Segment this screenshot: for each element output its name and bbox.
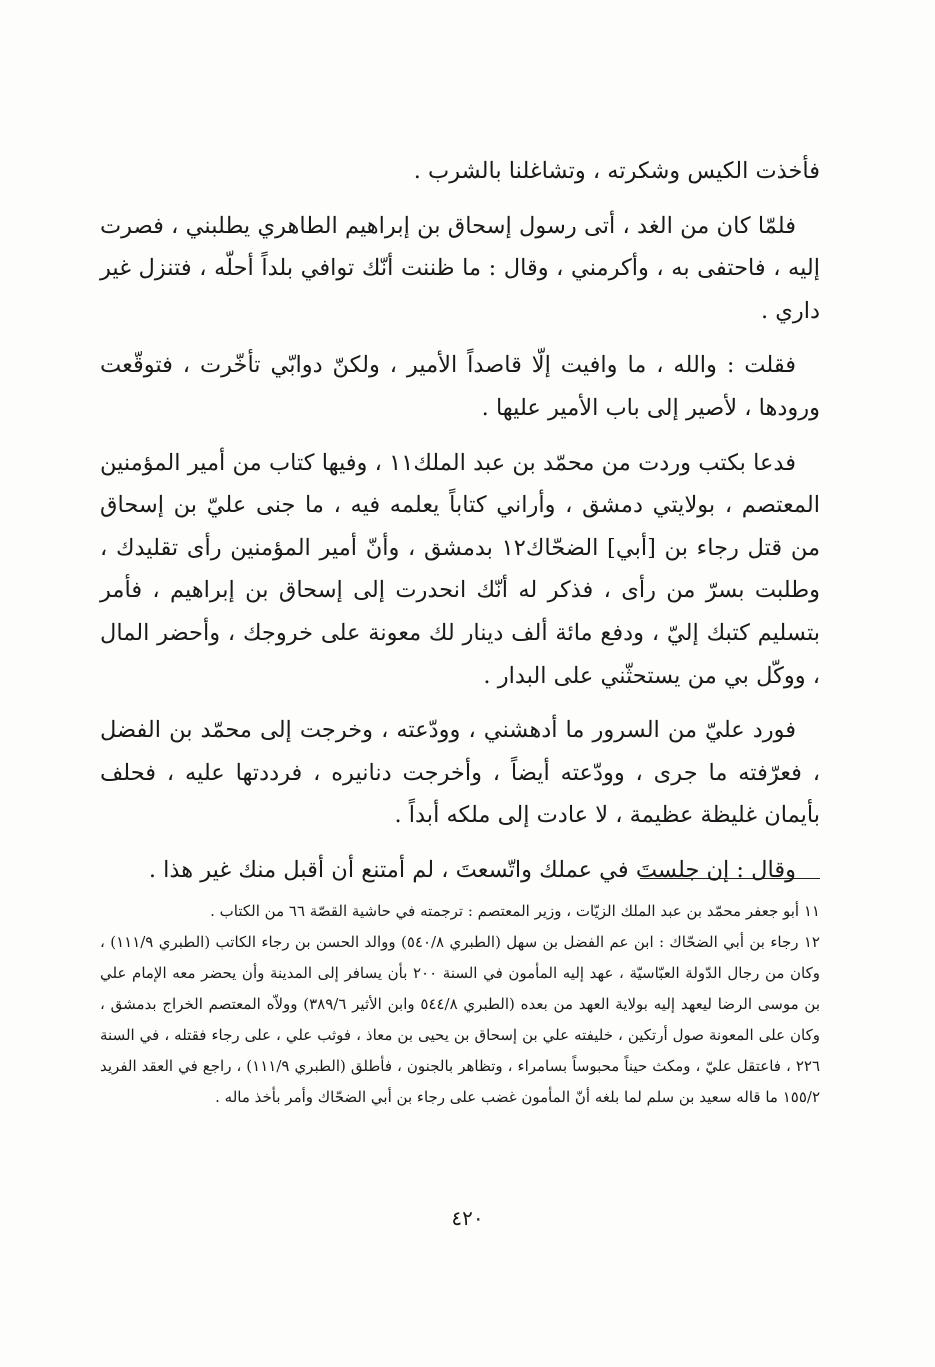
paragraph-4: فدعا بكتب وردت من محمّد بن عبد الملك١١ ، وفيها كتاب من أمير المؤمنين المعتصم ، بولايتي دمشق ، وأراني كتاباً يعلمه فيه ، ما جنى عليّ بن إسحاق من قتل رجاء بن [أبي] الضحّاك١٢ بدمشق ، وأنّ أمير المؤمنين رأى تقليدك ، وطلبت بسرّ من رأى ، فذكر له أنّك انحدرت إلى إسحاق بن إبراهيم ، فأمر بتسليم كتبك إليّ ، ودفع مائة ألف دينار لك معونة على خروجك ، وأحضر المال ، ووكّل بي من يستحثّني على البدار . xyxy=(100,449,821,689)
main-text xyxy=(100,150,820,904)
paragraph-2: فلمّا كان من الغد ، أتى رسول إسحاق بن إبراهيم الطاهري يطلبني ، فصرت إليه ، فاحتفى به ، وأكرمني ، وقال : ما ظننت أنّك توافي بلداً أحلّه ، فتنزل غير داري . xyxy=(100,212,820,324)
paragraph-5: فورد عليّ من السرور ما أدهشني ، وودّعته ، وخرجت إلى محمّد بن الفضل ، فعرّفته ما جرى ، وودّعته أيضاً ، وأخرجت دنانيره ، فرددتها عليه ، فحلف بأيمان غليظة عظيمة ، لا عادت إلى ملكه أبداً . xyxy=(100,717,820,829)
paragraph-1: فأخذت الكيس وشكرته ، وتشاغلنا بالشرب . xyxy=(413,158,820,184)
footnote-11: ١١ أبو جعفر محمّد بن عبد الملك الزيّات ، وزير المعتصم : ترجمته في حاشية القصّة ٦٦ من الكتاب . xyxy=(210,902,820,920)
page-number: ٤٢٠ xyxy=(451,1206,484,1230)
footnote-separator xyxy=(640,878,820,879)
paragraph-3: فقلت : والله ، ما وافيت إلّا قاصداً الأمير ، ولكنّ دوابّي تأخّرت ، فتوقّعت ورودها ، لأصير إلى باب الأمير عليها . xyxy=(100,352,820,421)
footnote-12: ١٢ رجاء بن أبي الضحّاك : ابن عم الفضل بن سهل (الطبري ٥٤٠/٨) ووالد الحسن بن رجاء الكاتب (الطبري ١١١/٩) ، وكان من رجال الدّولة العبّاسيّة ، عهد إليه المأمون في السنة ٢٠٠ بأن يسافر إلى المدينة وأن يحضر معه الإمام علي بن موسى الرضا ليعهد إليه بولاية العهد من بعده (الطبري ٥٤٤/٨ وابن الأثير ٣٨٩/٦) وولاّه المعتصم الخراج بدمشق ، وكان على المعونة صول أرتكين ، خليفته علي بن إسحاق بن يحيى بن معاذ ، فوثب علي ، على رجاء فقتله ، في السنة ٢٢٦ ، فاعتقل عليّ ، ومكث حيناً محبوساً بسامراء ، وتظاهر بالجنون ، فأطلق (الطبري ١١١/٩) ، راجع في العقد الفريد ١٥٥/٢ ما قاله سعيد بن سلم لما بلغه أنّ المأمون غضب على رجاء بن أبي الضحّاك وأمر بأخذ ماله . xyxy=(100,933,820,1106)
footnotes xyxy=(100,896,820,1113)
paragraph-6: وقال : إن جلستَ في عملك واتّسعتَ ، لم أمتنع أن أقبل منك غير هذا . xyxy=(148,856,796,883)
